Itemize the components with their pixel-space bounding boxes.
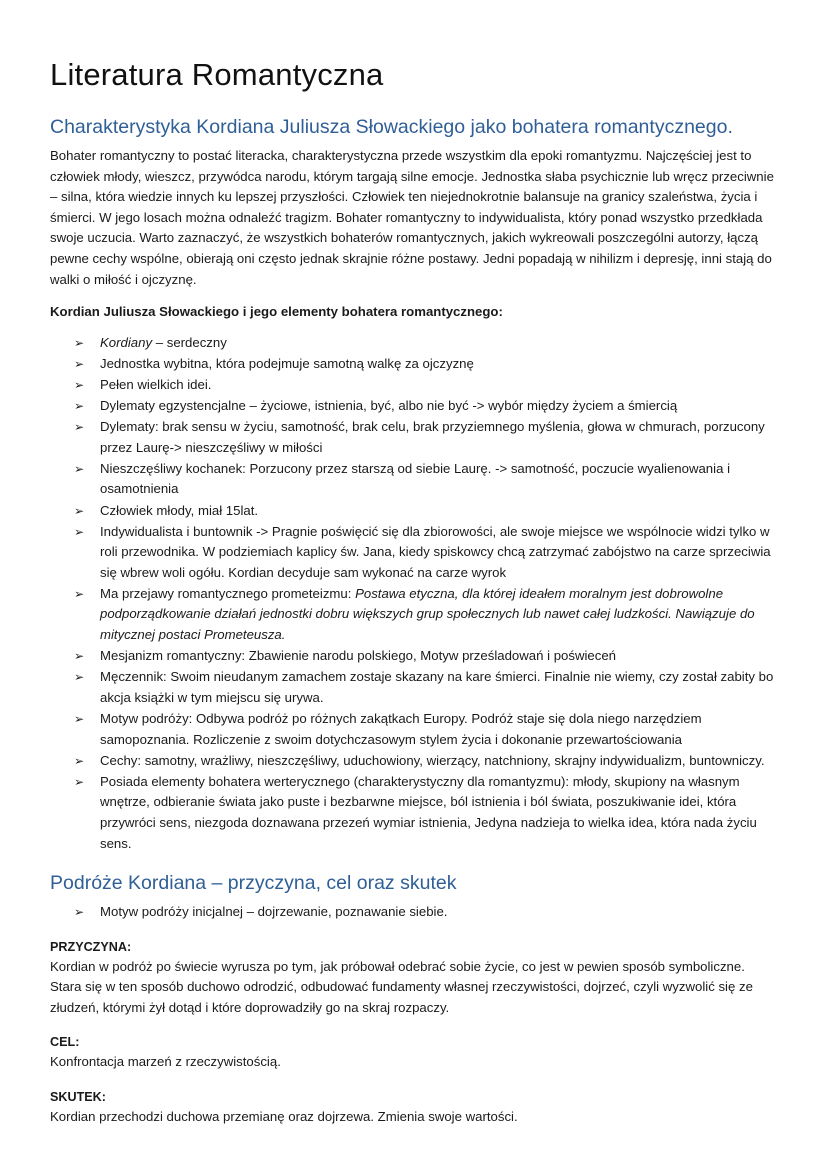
arrow-bullet-icon: ➢ (74, 753, 85, 768)
list-item: ➢ Posiada elementy bohatera werterycznego (charakterystyczny dla romantyzmu): młody, skupiony na własnym wnętrze, odbieranie świata jako puste i bezbarwne miejsce, ból istnienia i ból świata, poszukiwanie idei, która przywróci sens, niezgoda doznawana przezeń wymiar istnienia, Jedyna nadzieja to wielka idea, która nada życiu sens. (74, 773, 757, 851)
goal-text: Konfrontacja marzeń z rzeczywistością. (50, 1054, 281, 1070)
list-item: ➢ Dylematy: brak sensu w życiu, samotność, brak celu, brak przyziemnego myślenia, głowa w chmurach, porzucony przez Laurę-> nieszczęśliwy w miłości (74, 419, 765, 455)
arrow-bullet-icon: ➢ (74, 503, 85, 518)
section-heading-travels: Podróże Kordiana – przyczyna, cel oraz skutek (50, 872, 457, 895)
arrow-bullet-icon: ➢ (74, 649, 85, 664)
list-item: ➢ Człowiek młody, miał 15lat. (74, 501, 778, 522)
list-item: ➢ Cechy: samotny, wrażliwy, nieszczęśliwy, uduchowiony, wierzący, natchniony, skrajny indywidualizm, buntowniczy. (74, 751, 778, 772)
list-item: ➢ Kordiany – serdeczny (74, 333, 778, 354)
list-item: ➢ Nieszczęśliwy kochanek: Porzucony przez starszą od siebie Laurę. -> samotność, poczucie wyalienowania i osamotnienia (74, 460, 730, 497)
list-item: ➢ Motyw podróży: Odbywa podróż po różnych zakątkach Europy. Podróż staje się dola niego narzędziem samopoznania. Rozliczenie z swoim dotychczasowym stylem życia i dokonanie przewartościowania (74, 710, 702, 747)
arrow-bullet-icon: ➢ (74, 670, 85, 685)
arrow-bullet-icon: ➢ (74, 377, 85, 392)
section-heading-characteristics: Charakterystyka Kordiana Juliusza Słowackiego jako bohatera romantycznego. (50, 116, 733, 138)
effect-label: SKUTEK: (50, 1090, 106, 1105)
goal-label: CEL: (50, 1035, 80, 1050)
arrow-bullet-icon: ➢ (74, 335, 85, 350)
arrow-bullet-icon: ➢ (74, 711, 85, 726)
arrow-bullet-icon: ➢ (74, 356, 85, 371)
intro-paragraph: Bohater romantyczny to postać literacka, charakterystyczna przede wszystkim dla epoki romantyzmu. Najczęściej jest to człowiek młody, wieszcz, przywódca narodu, którym targają silne emocje. Jednostka słaba psychicznie lub wręcz przeciwnie – silna, która wiedzie innych ku lepszej przyszłości. Człowiek ten niejednokrotnie balansuje na granicy szaleństwa, życia i śmierci. W jego losach można odnaleźć tragizm. Bohater romantyczny to indywidualista, który ponad wszystko przedkłada swoje uczucia. Warto zaznaczyć, że wszystkich bohaterów romantycznych, jakich wykreowali poszczególni autorzy, łączą pewne cechy wspólne, obierają oni często jednak skrajnie różne postawy. Jedni popadają w nihilizm i depresję, inni stają do walki o miłość i ojczyznę. (50, 148, 774, 287)
arrow-bullet-icon: ➢ (74, 461, 85, 476)
arrow-bullet-icon: ➢ (74, 420, 85, 435)
list-item: ➢ Indywidualista i buntownik -> Pragnie poświęcić się dla zbiorowości, ale swoje miejsce we wspólnocie widzi tylko w roli przewodnika. W podziemiach kaplicy św. Jana, kiedy spiskowcy chcą zatrzymać zabójstwo na carze sprzeciwia się wbrew woli ogółu. Kordian decyduje sam wykonać na carze wyrok (74, 523, 771, 580)
list-item: ➢ Mesjanizm romantyczny: Zbawienie narodu polskiego, Motyw prześladowań i poświeceń (74, 646, 778, 667)
list-item: ➢ Jednostka wybitna, która podejmuje samotną walkę za ojczyznę (74, 354, 778, 375)
list-item: ➢ Motyw podróży inicjalnej – dojrzewanie, poznawanie siebie. (74, 902, 778, 923)
list-item: ➢ Pełen wielkich idei. (74, 375, 778, 396)
arrow-bullet-icon: ➢ (74, 524, 85, 539)
list-item: ➢ Męczennik: Swoim nieudanym zamachem zostaje skazany na kare śmierci. Finalnie nie wiemy, czy został zabity bo akcja książki w tym miejscu się urywa. (74, 669, 774, 705)
elements-subheading: Kordian Juliusza Słowackiego i jego elementy bohatera romantycznego: (50, 304, 503, 320)
list-item: ➢ Ma przejawy romantycznego prometeizmu: Postawa etyczna, dla której ideałem moralnym jest dobrowolne podporządkowanie działań jednostki dobru większych grup społecznych lub nawet całej ludzkości. Nawiązuje do mitycznej postaci Prometeusza. (74, 585, 755, 643)
cause-label: PRZYCZYNA: (50, 939, 132, 954)
elements-list (50, 333, 778, 854)
arrow-bullet-icon: ➢ (74, 905, 85, 920)
effect-text: Kordian przechodzi duchowa przemianę oraz dojrzewa. Zmienia swoje wartości. (50, 1109, 518, 1125)
document-title: Literatura Romantyczna (50, 57, 384, 92)
travels-list (50, 902, 778, 923)
arrow-bullet-icon: ➢ (74, 586, 85, 601)
arrow-bullet-icon: ➢ (74, 399, 85, 414)
list-item: ➢ Dylematy egzystencjalne – życiowe, istnienia, być, albo nie być -> wybór między życiem a śmiercią (74, 396, 778, 417)
cause-text: Kordian w podróż po świecie wyrusza po tym, jak próbował odebrać sobie życie, co jest w pewien sposób symboliczne. Stara się w ten sposób duchowo odrodzić, odbudować fundamenty własnej rzeczywistości, dojrzeć, czyli wyzwolić się ze złudzeń, którymi żył dotąd i które doprowadziły go na skraj rozpaczy. (50, 958, 753, 1015)
arrow-bullet-icon: ➢ (74, 774, 85, 789)
